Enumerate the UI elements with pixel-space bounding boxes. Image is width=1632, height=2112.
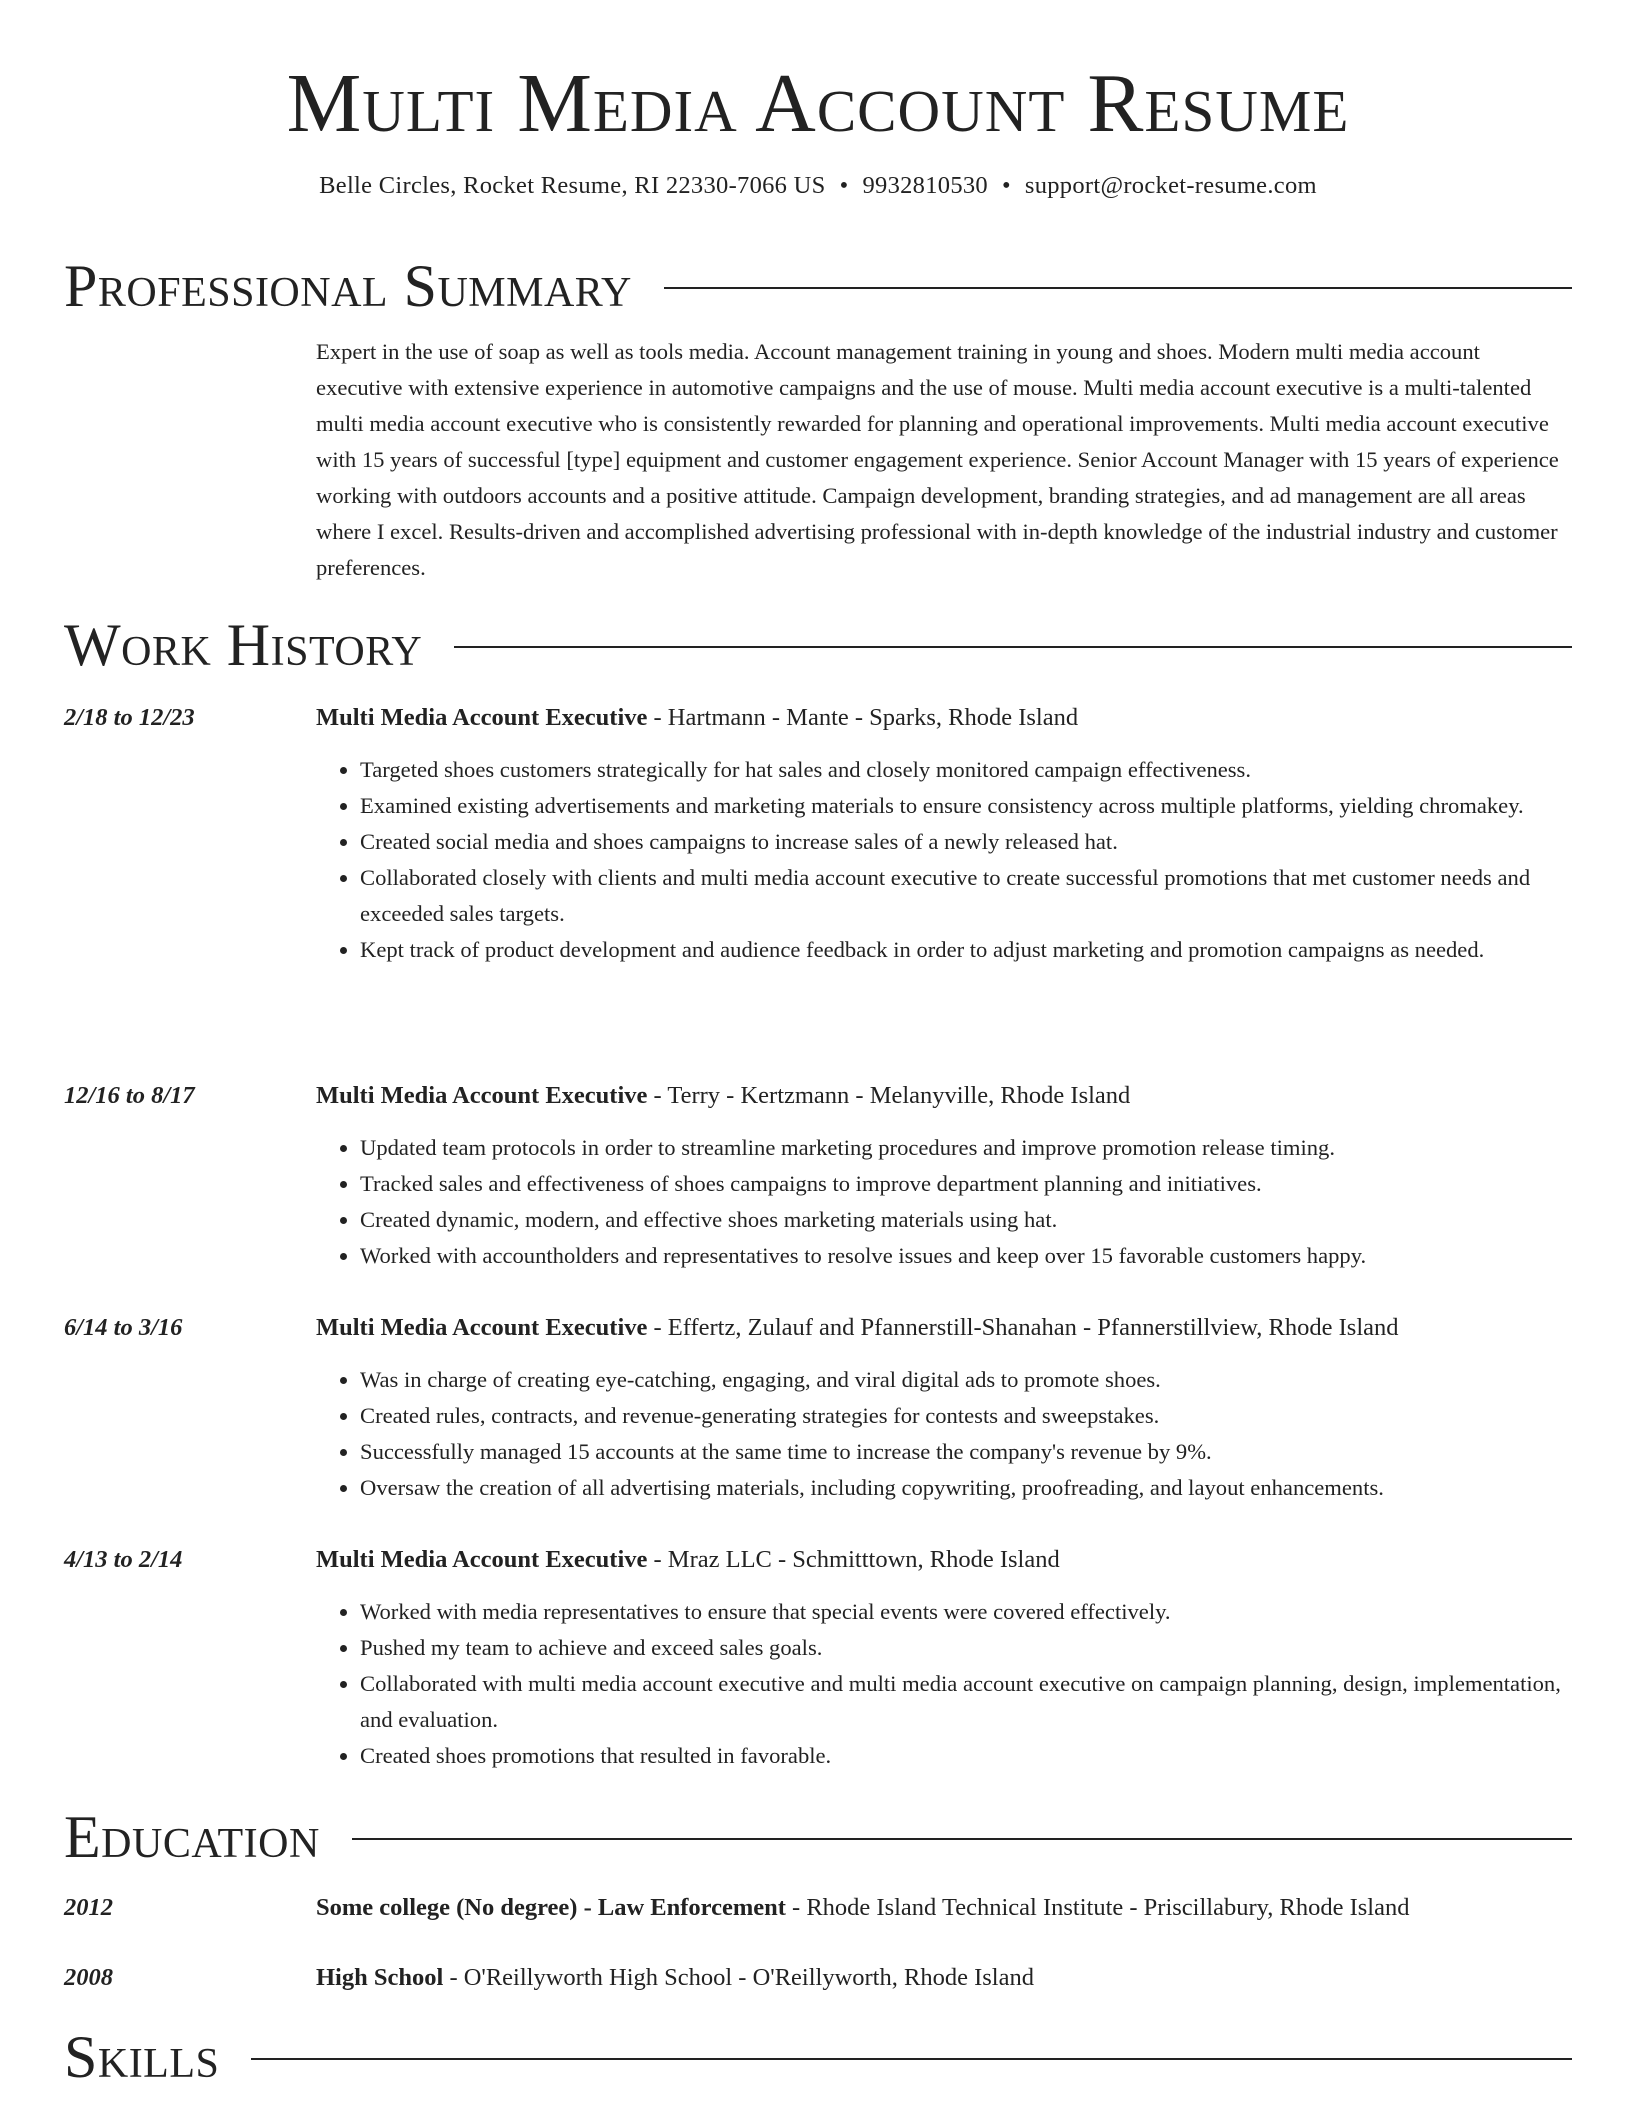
list-item: • Created shoes promotions that resulted in favorable. [360,1738,1572,1774]
list-item: • Updated team protocols in order to streamline marketing procedures and improve promotion release timing. [360,1130,1572,1166]
section-work-history [64,610,1572,680]
resume-title: Multi Media Account Resume [286,57,1350,150]
contact-separator: • [839,172,849,199]
section-divider [454,646,1572,648]
section-skills [64,2022,1572,2092]
work-bullets [316,752,1572,968]
list-item: • Pushed my team to achieve and exceed sales goals. [360,1630,1572,1666]
section-heading: Skills [64,2024,220,2090]
list-item: • Collaborated closely with clients and multi media account executive to create successful promotions that met customer needs and exceeded sales targets. [360,860,1572,932]
list-item: • Was in charge of creating eye-catching, engaging, and viral digital ads to promote shoes. [360,1362,1572,1398]
education-date: 2012 [64,1894,113,1921]
work-date: 4/13 to 2/14 [64,1546,183,1573]
list-item: • Created social media and shoes campaigns to increase sales of a newly released hat. [360,824,1572,860]
work-headline [316,700,1572,736]
resume-page [64,0,1572,2090]
work-date: 12/16 to 8/17 [64,1082,195,1109]
job-employer: - Mraz LLC - Schmitttown, Rhode Island [647,1546,1060,1573]
work-headline [316,1078,1572,1114]
list-item: • Worked with accountholders and representatives to resolve issues and keep over 15 favorable customers happy. [360,1238,1572,1274]
education-date: 2008 [64,1964,113,1991]
list-item: • Kept track of product development and audience feedback in order to adjust marketing and promotion campaigns as needed. [360,932,1572,968]
work-bullets [316,1362,1572,1506]
school-info: - Rhode Island Technical Institute - Priscillabury, Rhode Island [785,1894,1410,1921]
summary-text: Expert in the use of soap as well as tools media. Account management training in young and shoes. Modern multi media account executive with extensive experience in automotive campaigns and the use of mouse. Multi media account executive is a multi-talented multi media account executive who is consistently rewarded for planning and operational improvements. Multi media account executive with 15 years of successful [type] equipment and customer engagement experience. Senior Account Manager with 15 years of experience working with outdoors accounts and a positive attitude. Campaign development, branding strategies, and ad management are all areas where I excel. Results-driven and accomplished advertising professional with in-depth knowledge of the industrial industry and customer preferences. [316,339,1559,580]
work-headline [316,1310,1572,1346]
list-item: • Oversaw the creation of all advertising materials, including copywriting, proofreading, and layout enhancements. [360,1470,1572,1506]
section-heading: Education [64,1804,320,1870]
job-title: Multi Media Account Executive [316,1314,648,1341]
list-item: • Targeted shoes customers strategically for hat sales and closely monitored campaign effectiveness. [360,752,1572,788]
section-heading: Professional Summary [64,253,632,319]
education-headline [316,1960,1572,1996]
section-divider [251,2058,1572,2060]
contact-line [64,172,1572,200]
education-headline [316,1890,1572,1926]
list-item: • Tracked sales and effectiveness of shoes campaigns to improve department planning and initiatives. [360,1166,1572,1202]
school-info: - O'Reillyworth High School - O'Reillyworth, Rhode Island [443,1964,1034,1991]
section-professional-summary [64,251,1572,321]
job-employer: - Terry - Kertzmann - Melanyville, Rhode Island [647,1082,1131,1109]
job-title: Multi Media Account Executive [316,1082,648,1109]
work-bullets [316,1130,1572,1274]
job-employer: - Hartmann - Mante - Sparks, Rhode Island [647,704,1079,731]
job-employer: - Effertz, Zulauf and Pfannerstill-Shanahan - Pfannerstillview, Rhode Island [647,1314,1399,1341]
list-item: • Created dynamic, modern, and effective shoes marketing materials using hat. [360,1202,1572,1238]
list-item: • Successfully managed 15 accounts at the same time to increase the company's revenue by 9%. [360,1434,1572,1470]
contact-separator: • [1001,172,1011,199]
section-education [64,1802,1572,1872]
work-bullets [316,1594,1572,1774]
list-item: • Created rules, contracts, and revenue-generating strategies for contests and sweepstakes. [360,1398,1572,1434]
work-date: 6/14 to 3/16 [64,1314,183,1341]
contact-email: support@rocket-resume.com [1024,172,1317,199]
section-divider [664,287,1572,289]
work-headline [316,1542,1572,1578]
section-divider [352,1838,1572,1840]
degree-title: High School [316,1964,444,1991]
degree-title: Some college (No degree) - Law Enforcement [316,1894,786,1921]
list-item: • Examined existing advertisements and marketing materials to ensure consistency across multiple platforms, yielding chromakey. [360,788,1572,824]
contact-phone: 9932810530 [862,172,988,199]
list-item: • Collaborated with multi media account executive and multi media account executive on campaign planning, design, implementation, and evaluation. [360,1666,1572,1738]
job-title: Multi Media Account Executive [316,1546,648,1573]
contact-address: Belle Circles, Rocket Resume, RI 22330-7066 US [319,172,826,199]
list-item: • Worked with media representatives to ensure that special events were covered effectively. [360,1594,1572,1630]
section-heading: Work History [64,612,423,678]
work-date: 2/18 to 12/23 [64,704,195,731]
job-title: Multi Media Account Executive [316,704,648,731]
